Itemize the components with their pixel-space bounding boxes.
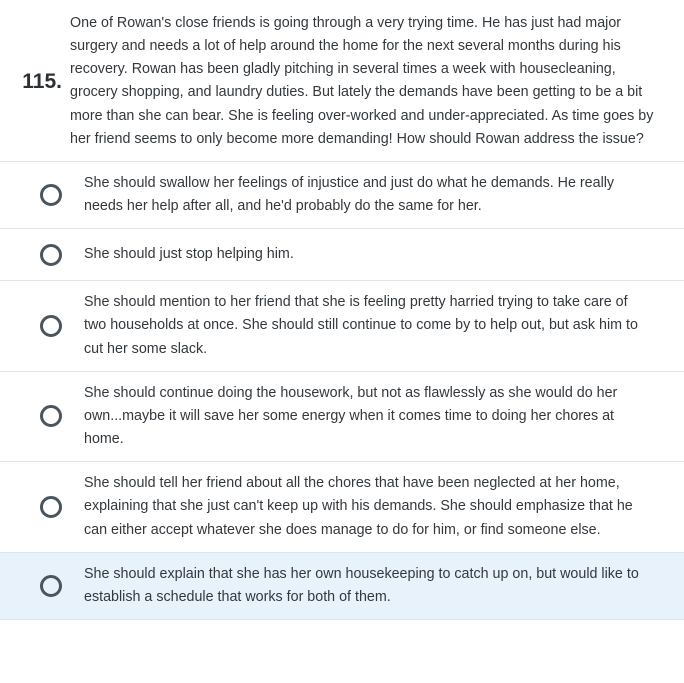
answer-option[interactable] [0,462,684,552]
radio-button-icon[interactable] [40,315,62,337]
answer-option-label: She should tell her friend about all the chores that have been neglected at her home, explaining that she just can't keep up with his demands. She should emphasize that he can either accept whatever she does manage to do for him, or find someone else. [84,475,633,538]
answer-option-selected[interactable] [0,553,684,620]
question-text: One of Rowan's close friends is going through a very trying time. He has just had major surgery and needs a lot of help around the home for the next several months during his recovery. Rowan has been gladly pitching in several times a week with housecleaning, grocery shopping, and laundry duties. But lately the demands have been getting to be a bit more than she can bear. She is feeling over-worked and under-appreciated. As time goes by her friend seems to only become more demanding! How should Rowan address the issue? [70,15,654,147]
radio-cell[interactable] [18,244,84,266]
answer-option[interactable] [0,372,684,462]
radio-button-icon[interactable] [40,244,62,266]
answer-option[interactable] [0,281,684,371]
answer-option-label: She should explain that she has her own housekeeping to catch up on, but would like to establish a schedule that works for both of them. [84,565,639,605]
question-number: 115. [22,69,62,93]
answer-option-label: She should continue doing the housework, but not as flawlessly as she would do her own...maybe it will save her some energy when it comes time to doing her chores at home. [84,384,618,448]
answer-option-label: She should swallow her feelings of injustice and just do what he demands. He really needs her help after all, and he'd probably do the same for her. [84,174,615,215]
radio-cell[interactable] [18,184,84,206]
answer-option-label: She should just stop helping him. [84,246,294,263]
radio-button-icon[interactable] [40,184,62,206]
question-block [0,0,684,161]
answer-option[interactable] [0,229,684,281]
radio-button-icon[interactable] [40,496,62,518]
radio-cell[interactable] [18,575,84,597]
answer-option[interactable] [0,162,684,229]
answer-option-label: She should mention to her friend that she is feeling pretty harried trying to take care of two households at once. She should still continue to come by to help out, but ask him to cut her some slack. [84,294,638,357]
radio-button-icon[interactable] [40,405,62,427]
radio-cell[interactable] [18,496,84,518]
radio-cell[interactable] [18,405,84,427]
answer-options-list [0,161,684,620]
radio-button-icon[interactable] [40,575,62,597]
radio-cell[interactable] [18,315,84,337]
